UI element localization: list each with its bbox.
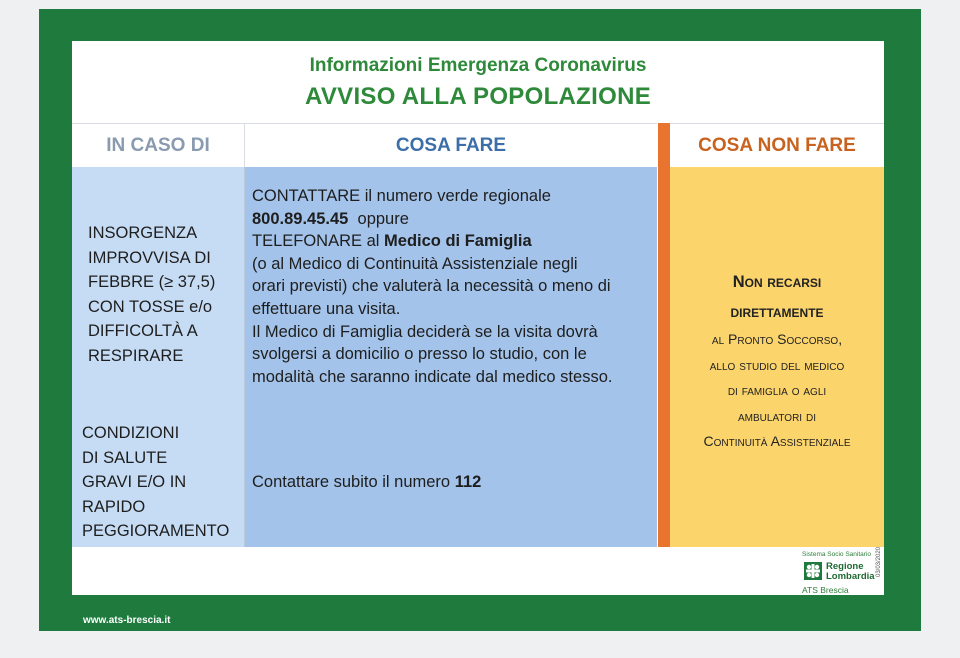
non-fare-strong-line: direttamente <box>730 303 824 321</box>
family-doctor: Medico di Famiglia <box>384 232 532 251</box>
detail-line: Il Medico di Famiglia deciderà se la visita dovrà <box>252 322 598 341</box>
call-112-prefix: Contattare subito il numero <box>252 473 451 491</box>
poster-title: Informazioni Emergenza Coronavirus <box>309 55 647 76</box>
logo-system-text: Sistema Socio Sanitario <box>802 551 872 558</box>
case-line: FEBBRE (≥ 37,5) <box>88 273 216 291</box>
column-header-cosa-fare: COSA FARE <box>245 123 657 168</box>
emergency-number: 112 <box>454 473 482 491</box>
case-line: CONDIZIONI <box>82 424 180 442</box>
non-fare-line: di famiglia o agli <box>727 382 827 399</box>
detail-line: effettuare una visita. <box>252 299 401 318</box>
call-doctor-prefix: TELEFONARE al <box>252 232 380 251</box>
case-serious-conditions <box>82 421 229 544</box>
regional-phone-number: 800.89.45.45 <box>252 209 349 228</box>
call-doctor-line <box>252 230 668 253</box>
phone-line <box>252 208 668 231</box>
case-fever-symptoms <box>88 221 215 368</box>
non-fare-line: allo studio del medico <box>709 356 845 373</box>
poster-frame <box>39 9 921 631</box>
column-header-in-caso-di: IN CASO DI <box>72 123 245 168</box>
case-line: RESPIRARE <box>88 346 184 365</box>
oppure-text: oppure <box>357 209 409 228</box>
case-line: RAPIDO <box>82 497 146 516</box>
case-line: DI SALUTE <box>82 448 168 467</box>
action-fever-symptoms <box>252 185 668 388</box>
poster-date: 03/03/2020 <box>876 546 882 577</box>
detail-line: (o al Medico di Continuità Assistenziale negli <box>252 254 578 273</box>
non-fare-line: al Pronto Soccorso, <box>711 331 843 347</box>
case-line: INSORGENZA <box>88 224 198 242</box>
regione-lombardia-logo <box>796 546 882 595</box>
non-fare-line: Continuità Assistenziale <box>703 433 851 450</box>
logo-region-name <box>826 562 875 581</box>
logo-region-word: Regione <box>826 561 864 572</box>
poster-subtitle: AVVISO ALLA POPOLAZIONE <box>304 83 652 110</box>
contact-intro: CONTATTARE il numero verde regionale <box>252 187 551 205</box>
non-fare-text <box>670 267 884 455</box>
footer-url: www.ats-brescia.it <box>83 615 171 626</box>
non-fare-strong-line: Non recarsi <box>732 273 822 291</box>
lombardia-cross-icon <box>804 562 822 580</box>
case-line: DIFFICOLTÀ A <box>88 322 198 340</box>
case-line: CON TOSSE e/o <box>88 297 213 316</box>
case-line: IMPROVVISA DI <box>88 248 211 267</box>
detail-line: orari previsti) che valuterà la necessità o meno di <box>252 277 611 296</box>
non-fare-line: ambulatori di <box>738 407 816 424</box>
case-line: GRAVI E/O IN <box>82 473 187 491</box>
action-serious-conditions <box>252 473 481 492</box>
logo-lombardia-word: Lombardia <box>826 570 875 582</box>
detail-line: modalità che saranno indicate dal medico stesso. <box>252 367 613 386</box>
detail-line: svolgersi a domicilio o presso lo studio, con le <box>252 345 587 364</box>
poster-panel <box>72 41 884 595</box>
logo-ats-text: ATS Brescia <box>802 585 849 595</box>
case-line: PEGGIORAMENTO <box>82 522 230 540</box>
column-header-cosa-non-fare: COSA NON FARE <box>670 123 884 168</box>
